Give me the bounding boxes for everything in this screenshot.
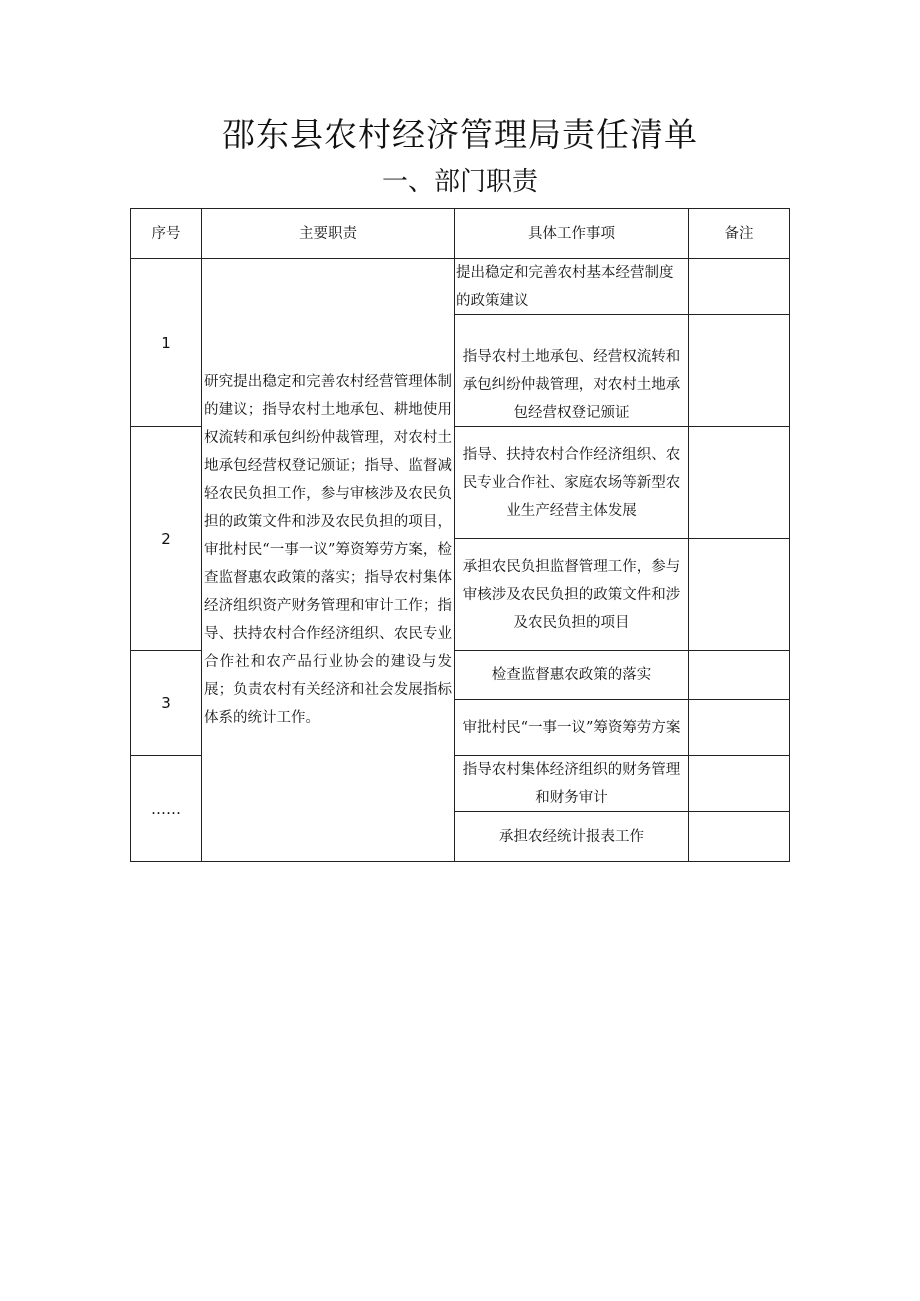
- work-item: 承担农民负担监督管理工作，参与审核涉及农民负担的政策文件和涉及农民负担的项目: [454, 538, 689, 651]
- main-duty-cell: 研究提出稳定和完善农村经营管理体制的建议；指导农村土地承包、耕地使用权流转和承包纠纷仲裁管理，对农村土地承包经营权登记颁证；指导、监督减轻农民负担工作，参与审核涉及农民负担的政策文件和涉及农民负担的项目，审批村民“一事一议”筹资筹劳方案，检查监督惠农政策的落实；指导农村集体经济组织资产财务管理和审计工作；指导、扶持农村合作经济组织、农民专业合作社和农产品行业协会的建设与发展；负责农村有关经济和社会发展指标体系的统计工作。: [201, 258, 455, 862]
- work-item: 指导、扶持农村合作经济组织、农民专业合作社、家庭农场等新型农业生产经营主体发展: [454, 426, 689, 539]
- work-item: 指导农村集体经济组织的财务管理和财务审计: [454, 755, 689, 812]
- seq-cell: ……: [130, 755, 202, 862]
- header-seq: 序号: [130, 208, 202, 259]
- work-item: 提出稳定和完善农村基本经营制度的政策建议: [454, 258, 689, 315]
- work-item: 指导农村土地承包、经营权流转和承包纠纷仲裁管理，对农村土地承包经营权登记颁证: [454, 314, 689, 427]
- remarks-cell: [688, 258, 790, 315]
- work-item: 承担农经统计报表工作: [454, 811, 689, 862]
- header-remarks: 备注: [688, 208, 790, 259]
- remarks-cell: [688, 314, 790, 427]
- seq-cell: 1: [130, 258, 202, 427]
- section-heading: 一、部门职责: [381, 167, 538, 197]
- work-item: 审批村民“一事一议”筹资筹劳方案: [454, 699, 689, 756]
- seq-cell: 2: [130, 426, 202, 651]
- header-items: 具体工作事项: [454, 208, 689, 259]
- remarks-cell: [688, 538, 790, 651]
- remarks-cell: [688, 699, 790, 756]
- responsibility-table: [130, 208, 790, 862]
- remarks-cell: [688, 755, 790, 812]
- header-duty: 主要职责: [201, 208, 455, 259]
- remarks-cell: [688, 426, 790, 539]
- remarks-cell: [688, 650, 790, 700]
- work-item: 检查监督惠农政策的落实: [454, 650, 689, 700]
- seq-cell: 3: [130, 650, 202, 756]
- document-title: 邵东县农村经济管理局责任清单: [222, 115, 698, 154]
- remarks-cell: [688, 811, 790, 862]
